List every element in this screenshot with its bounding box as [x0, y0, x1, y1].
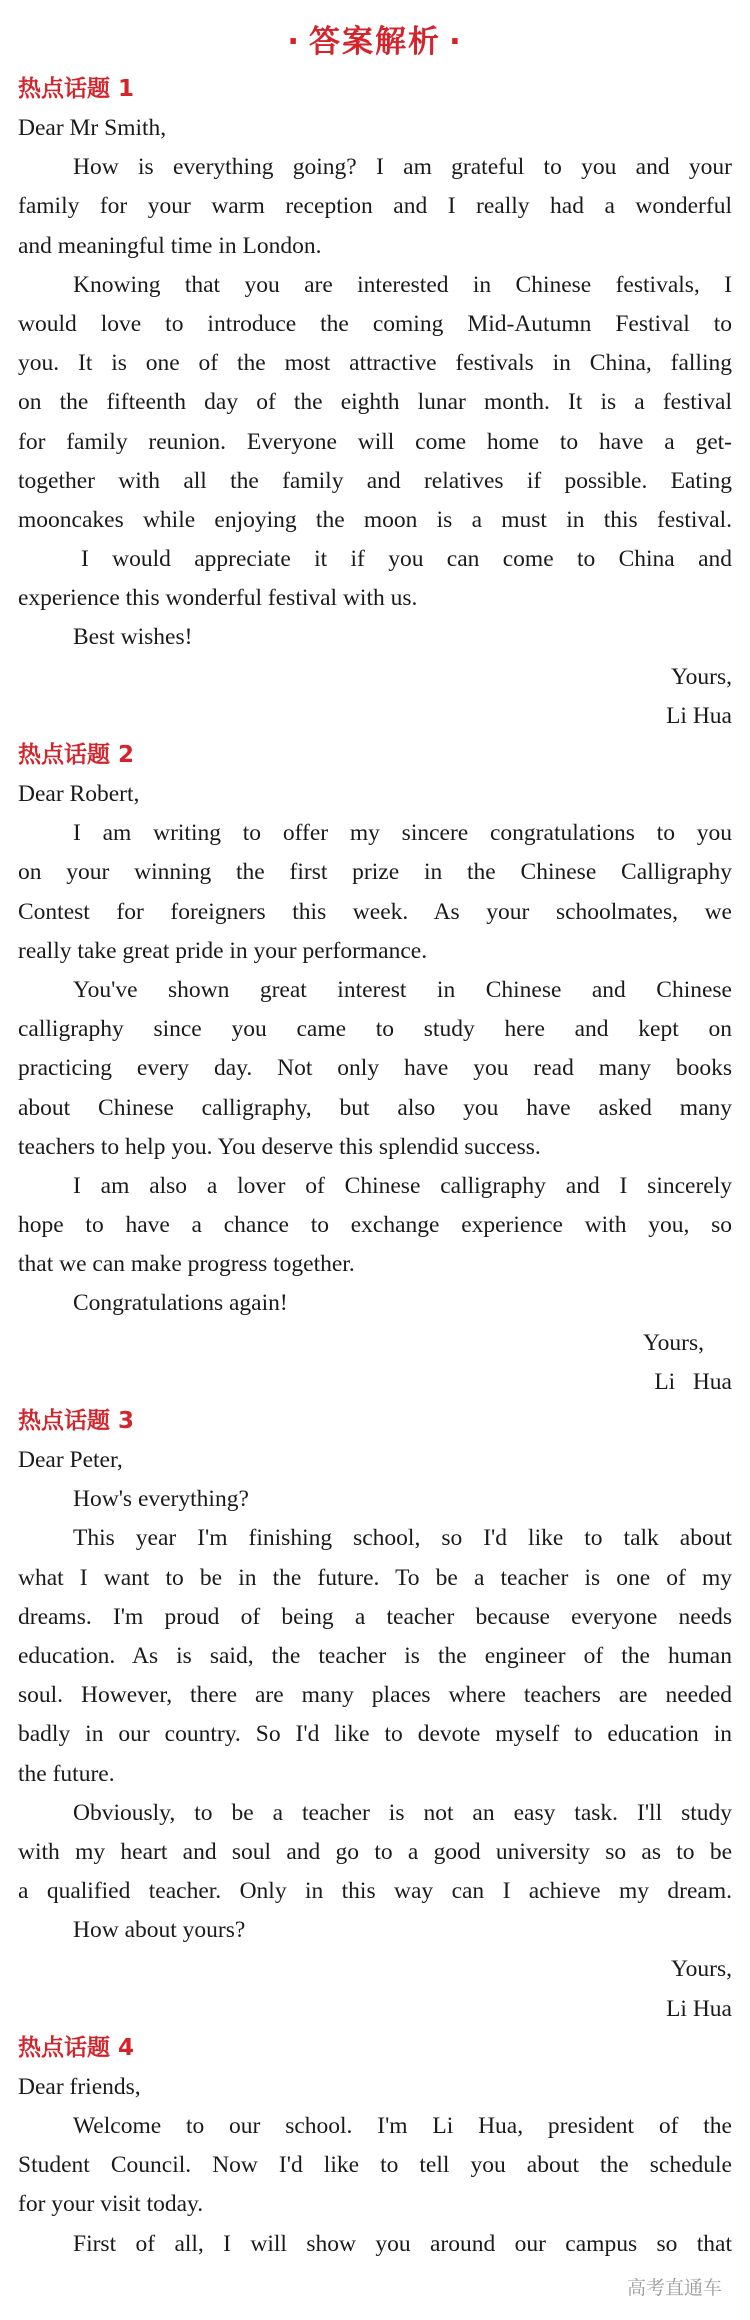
salutation: Dear Robert,	[18, 781, 140, 807]
body-line: dreams. I'm proud of being a teacher because everyone needs	[18, 1603, 732, 1630]
body-line: How is everything going? I am grateful to you and your	[73, 154, 732, 181]
topic-section-1	[18, 70, 732, 736]
body-line: about Chinese calligraphy, but also you have asked many	[18, 1094, 732, 1121]
salutation: Dear friends,	[18, 2073, 141, 2100]
topic-heading: 热点话题 1	[18, 76, 135, 102]
body-line: a qualified teacher. Only in this way can I achieve my dream.	[18, 1878, 732, 1905]
topic-heading: 热点话题 4	[18, 2034, 135, 2061]
body-line: Contest for foreigners this week. As your schoolmates, we	[18, 898, 732, 925]
body-line: You've shown great interest in Chinese and Chinese	[73, 976, 732, 1003]
body-line: family for your warm reception and I really had a wonderful	[18, 193, 732, 220]
body-line: Knowing that you are interested in Chinese festivals, I	[73, 271, 732, 298]
body-line: on the fifteenth day of the eighth lunar month. It is a festival	[18, 389, 732, 416]
closing: Yours,	[671, 663, 732, 690]
body-line: what I want to be in the future. To be a teacher is one of my	[18, 1564, 732, 1591]
body-line: Best wishes!	[73, 624, 193, 651]
body-line: the future.	[18, 1760, 115, 1787]
topic-heading: 热点话题 2	[18, 742, 135, 768]
body-line: education. As is said, the teacher is the engineer of the human	[18, 1642, 732, 1669]
answer-header	[18, 0, 732, 70]
header-dot-right: ·	[449, 24, 463, 60]
signature: Li Hua	[654, 1368, 732, 1395]
body-line: you. It is one of the most attractive festivals in China, falling	[18, 350, 732, 377]
topic-section-3	[18, 1402, 732, 2029]
body-line: mooncakes while enjoying the moon is a must in this festival.	[18, 506, 732, 533]
closing: Yours,	[671, 1956, 732, 1983]
body-line: Obviously, to be a teacher is not an easy task. I'll study	[73, 1799, 732, 1826]
body-line: Congratulations again!	[73, 1290, 288, 1317]
body-line: for your visit today.	[18, 2191, 204, 2218]
body-line: and meaningful time in London.	[18, 232, 322, 259]
body-line: Student Council. Now I'd like to tell you about the schedule	[18, 2152, 732, 2179]
body-line: hope to have a chance to exchange experience with you, so	[18, 1212, 732, 1239]
closing: Yours,	[643, 1329, 704, 1356]
body-line: with my heart and soul and go to a good university so as to be	[18, 1838, 732, 1865]
signature: Li Hua	[666, 702, 732, 729]
header-dot-left: ·	[287, 24, 301, 60]
body-line: I am writing to offer my sincere congratulations to you	[73, 820, 732, 847]
topic-section-2	[18, 736, 732, 1402]
body-line: First of all, I will show you around our campus so that	[73, 2230, 732, 2257]
signature: Li Hua	[666, 1995, 732, 2022]
body-line: This year I'm finishing school, so I'd like to talk about	[73, 1525, 732, 1552]
body-line: I would appreciate it if you can come to China and	[81, 546, 732, 573]
watermark: 高考直通车	[623, 2271, 726, 2302]
body-line: together with all the family and relatives if possible. Eating	[18, 467, 732, 494]
body-line: calligraphy since you came to study here and kept on	[18, 1016, 732, 1043]
topic-heading: 热点话题 3	[18, 1408, 135, 1434]
body-line: would love to introduce the coming Mid-Autumn Festival to	[18, 310, 732, 337]
body-line: How about yours?	[73, 1917, 246, 1944]
body-line: Welcome to our school. I'm Li Hua, president of the	[73, 2113, 732, 2139]
body-line: practicing every day. Not only have you read many books	[18, 1055, 732, 1082]
body-line: really take great pride in your performance.	[18, 937, 428, 964]
body-line: experience this wonderful festival with us.	[18, 585, 418, 612]
salutation: Dear Mr Smith,	[18, 115, 167, 141]
body-line: How's everything?	[73, 1486, 249, 1513]
salutation: Dear Peter,	[18, 1447, 123, 1473]
topic-section-4	[18, 2029, 732, 2264]
body-line: on your winning the first prize in the Chinese Calligraphy	[18, 859, 732, 886]
body-line: that we can make progress together.	[18, 1251, 355, 1278]
body-line: soul. However, there are many places where teachers are needed	[18, 1682, 732, 1709]
body-line: teachers to help you. You deserve this splendid success.	[18, 1133, 541, 1160]
body-line: badly in our country. So I'd like to devote myself to education in	[18, 1721, 732, 1748]
header-title: 答案解析	[309, 24, 441, 60]
body-line: for family reunion. Everyone will come home to have a get-	[18, 428, 732, 455]
body-line: I am also a lover of Chinese calligraphy and I sincerely	[73, 1172, 732, 1199]
